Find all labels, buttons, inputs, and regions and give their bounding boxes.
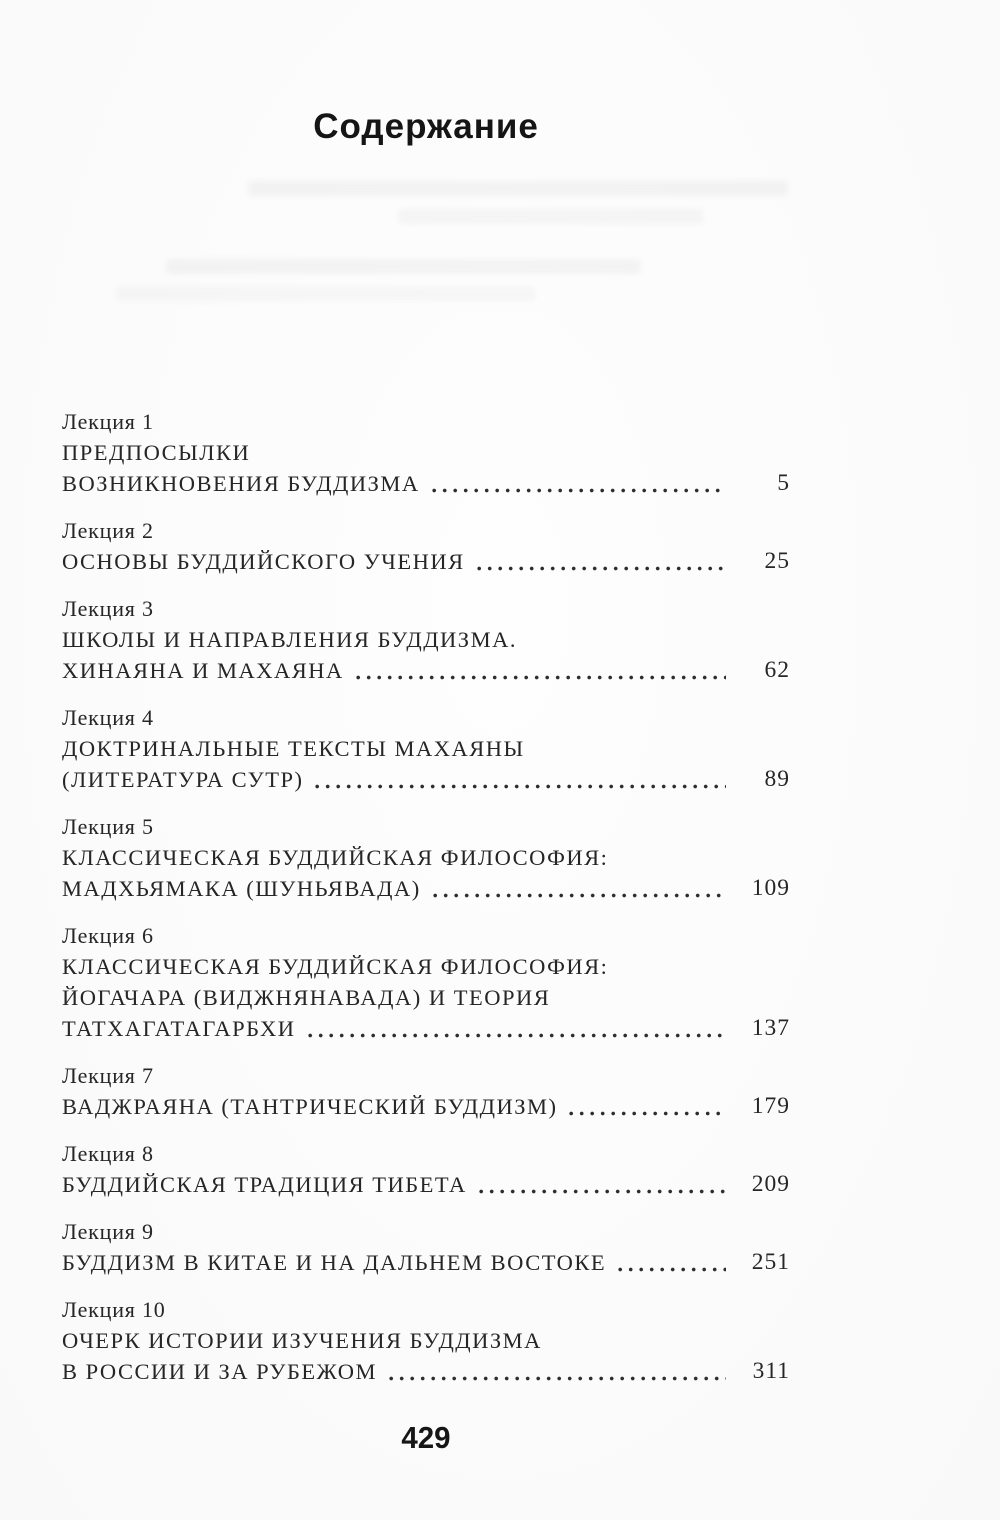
toc-entry bbox=[62, 1216, 790, 1278]
toc-entry bbox=[62, 593, 790, 686]
toc-entry-last-line bbox=[62, 1091, 790, 1122]
table-of-contents bbox=[62, 406, 790, 1403]
toc-entry bbox=[62, 515, 790, 577]
dot-leader bbox=[315, 784, 726, 789]
lecture-number-label: Лекция 3 bbox=[62, 596, 154, 621]
toc-entry bbox=[62, 1138, 790, 1200]
lecture-number-label: Лекция 1 bbox=[62, 409, 154, 434]
entry-page-number: 109 bbox=[751, 875, 790, 901]
entry-page-number: 179 bbox=[751, 1093, 790, 1119]
toc-entry bbox=[62, 811, 790, 904]
entry-title-text: КЛАССИЧЕСКАЯ БУДДИЙСКАЯ ФИЛОСОФИЯ: bbox=[62, 845, 609, 870]
toc-entry bbox=[62, 1294, 790, 1387]
lecture-number-label: Лекция 10 bbox=[62, 1297, 166, 1322]
toc-entry-last-line bbox=[62, 1247, 790, 1278]
entry-page-number: 62 bbox=[764, 657, 790, 683]
entry-title-text: ПРЕДПОСЫЛКИ bbox=[62, 440, 251, 465]
lecture-number-label: Лекция 6 bbox=[62, 923, 154, 948]
toc-entry bbox=[62, 920, 790, 1044]
entry-page-number: 89 bbox=[764, 766, 790, 792]
entry-title-text: ТАТХАГАТАГАРБХИ bbox=[62, 1016, 296, 1041]
entry-title-text: ЙОГАЧАРА (ВИДЖНЯНАВАДА) И ТЕОРИЯ bbox=[62, 985, 551, 1010]
dot-leader bbox=[308, 1033, 726, 1038]
entry-title-text: ШКОЛЫ И НАПРАВЛЕНИЯ БУДДИЗМА. bbox=[62, 627, 517, 652]
dot-leader bbox=[433, 893, 726, 898]
entry-title-text: МАДХЬЯМАКА (ШУНЬЯВАДА) bbox=[62, 876, 421, 901]
entry-page-number: 137 bbox=[751, 1015, 790, 1041]
bleed-through-smudge bbox=[166, 259, 641, 274]
toc-entry-last-line bbox=[62, 873, 790, 904]
dot-leader bbox=[569, 1111, 726, 1116]
entry-title-text: ОСНОВЫ БУДДИЙСКОГО УЧЕНИЯ bbox=[62, 549, 465, 574]
bleed-through-smudge bbox=[248, 181, 788, 196]
dot-leader bbox=[479, 1189, 726, 1194]
page-title: Содержание bbox=[313, 107, 539, 147]
dot-leader bbox=[356, 675, 726, 680]
entry-title-text: БУДДИЗМ В КИТАЕ И НА ДАЛЬНЕМ ВОСТОКЕ bbox=[62, 1250, 607, 1275]
entry-page-number: 5 bbox=[777, 470, 790, 496]
entry-title-text: КЛАССИЧЕСКАЯ БУДДИЙСКАЯ ФИЛОСОФИЯ: bbox=[62, 954, 609, 979]
entry-page-number: 209 bbox=[751, 1171, 790, 1197]
dot-leader bbox=[389, 1376, 726, 1381]
entry-title-text: (ЛИТЕРАТУРА СУТР) bbox=[62, 767, 304, 792]
dot-leader bbox=[432, 488, 726, 493]
bleed-through-smudge bbox=[116, 286, 536, 301]
toc-entry bbox=[62, 406, 790, 499]
entry-page-number: 251 bbox=[751, 1249, 790, 1275]
entry-title-text: ХИНАЯНА И МАХАЯНА bbox=[62, 658, 344, 683]
toc-entry-last-line bbox=[62, 1169, 790, 1200]
toc-entry-last-line bbox=[62, 764, 790, 795]
lecture-number-label: Лекция 2 bbox=[62, 518, 154, 543]
lecture-number-label: Лекция 5 bbox=[62, 814, 154, 839]
toc-entry bbox=[62, 1060, 790, 1122]
dot-leader bbox=[618, 1267, 726, 1272]
entry-page-number: 25 bbox=[764, 548, 790, 574]
entry-title-text: ОЧЕРК ИСТОРИИ ИЗУЧЕНИЯ БУДДИЗМА bbox=[62, 1328, 542, 1353]
lecture-number-label: Лекция 4 bbox=[62, 705, 154, 730]
toc-entry-last-line bbox=[62, 655, 790, 686]
toc-entry-last-line bbox=[62, 468, 790, 499]
entry-title-text: В РОССИИ И ЗА РУБЕЖОМ bbox=[62, 1359, 378, 1384]
lecture-number-label: Лекция 7 bbox=[62, 1063, 154, 1088]
toc-entry-last-line bbox=[62, 1013, 790, 1044]
lecture-number-label: Лекция 9 bbox=[62, 1219, 154, 1244]
entry-title-text: ВОЗНИКНОВЕНИЯ БУДДИЗМА bbox=[62, 471, 420, 496]
lecture-number-label: Лекция 8 bbox=[62, 1141, 154, 1166]
entry-title-text: ДОКТРИНАЛЬНЫЕ ТЕКСТЫ МАХАЯНЫ bbox=[62, 736, 525, 761]
folio-page-number: 429 bbox=[401, 1420, 451, 1455]
entry-title-text: БУДДИЙСКАЯ ТРАДИЦИЯ ТИБЕТА bbox=[62, 1172, 467, 1197]
toc-entry bbox=[62, 702, 790, 795]
toc-entry-last-line bbox=[62, 1356, 790, 1387]
entry-title-text: ВАДЖРАЯНА (ТАНТРИЧЕСКИЙ БУДДИЗМ) bbox=[62, 1094, 558, 1119]
entry-page-number: 311 bbox=[752, 1358, 790, 1384]
toc-entry-last-line bbox=[62, 546, 790, 577]
dot-leader bbox=[477, 566, 726, 571]
bleed-through-smudge bbox=[398, 209, 703, 224]
